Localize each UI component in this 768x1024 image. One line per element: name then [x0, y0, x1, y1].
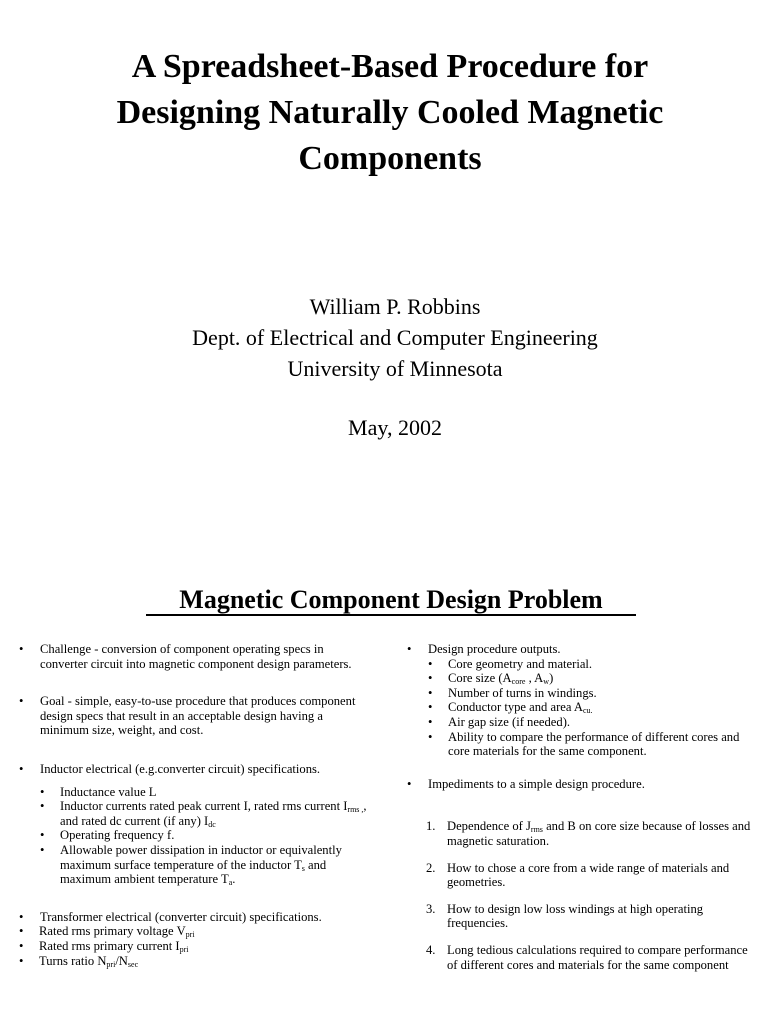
slide-title: Magnetic Component Design Problem	[179, 585, 603, 614]
impediment-2: 2. How to chose a core from a wide range of materials and geometries.	[426, 860, 730, 890]
inductor-spec-list	[40, 785, 369, 887]
inductor-power-dissipation: • Allowable power dissipation in inductor or equivalently maximum surface temperature of the inductor $T_s$ and maximum ambient temperature $T_a$.	[40, 843, 369, 887]
inductor-frequency: • Operating frequency f.	[40, 828, 369, 843]
bullet-transformer-specs: • Transformer electrical (converter circuit) specifications.	[19, 910, 369, 925]
impediment-3: 3. How to design low loss windings at high operating frequencies.	[426, 901, 704, 931]
output-turns: • Number of turns in windings.	[428, 686, 757, 701]
output-core-size: • Core size ($A_{core}$ , $A_w$)	[428, 671, 757, 686]
impediment-1: 1. Dependence of $J_{rms}$ and B on core size because of losses and magnetic saturation.	[426, 819, 751, 848]
bullet-goal: • Goal - simple, easy-to-use procedure that produces component design specs that result in an acceptable design having a minimum size, weight, and cost.	[19, 694, 369, 738]
bullet-design-outputs: • Design procedure outputs.	[407, 642, 757, 657]
transformer-current: • Rated rms primary current $I_{pri}$	[19, 939, 369, 954]
inductor-inductance: • Inductance value L	[40, 785, 369, 800]
design-output-list	[428, 657, 757, 759]
output-core-geometry: • Core geometry and material.	[428, 657, 757, 672]
publication-date: May, 2002	[348, 415, 442, 440]
title-line-2: Designing Naturally Cooled Magnetic	[116, 94, 664, 131]
bullet-inductor-specs: • Inductor electrical (e.g.converter circuit) specifications.	[19, 762, 369, 777]
transformer-voltage: • Rated rms primary voltage $V_{pri}$	[19, 924, 369, 939]
output-compare: • Ability to compare the performance of different cores and core materials for the same component.	[428, 730, 757, 759]
impediment-4: 4. Long tedious calculations required to compare performance of different cores and materials for the same component	[426, 942, 748, 972]
transformer-turns-ratio: • Turns ratio $N_{pri}/N_{sec}$	[19, 954, 369, 969]
bullet-challenge: • Challenge - conversion of component operating specs in converter circuit into magnetic component design parameters.	[19, 642, 369, 671]
inductor-currents: • Inductor currents rated peak current I, rated rms current $I_{rms ,}$, and rated dc current (if any) $I_{dc}$	[40, 799, 369, 828]
author-department: Dept. of Electrical and Computer Engineering	[192, 325, 598, 350]
output-conductor: • Conductor type and area $A_{cu.}$	[428, 700, 757, 715]
right-column	[407, 642, 757, 972]
output-air-gap: • Air gap size (if needed).	[428, 715, 757, 730]
document-title	[40, 44, 740, 182]
bullet-impediments: • Impediments to a simple design procedure.	[407, 777, 757, 792]
left-column	[19, 642, 369, 968]
impediment-list	[426, 819, 757, 972]
author-university: University of Minnesota	[287, 356, 503, 381]
title-underline	[146, 614, 636, 616]
author-name: William P. Robbins	[309, 294, 481, 319]
author-block	[90, 291, 700, 384]
title-line-1: A Spreadsheet-Based Procedure for	[131, 48, 649, 85]
transformer-spec-list	[19, 924, 369, 968]
title-line-3: Components	[298, 140, 482, 177]
